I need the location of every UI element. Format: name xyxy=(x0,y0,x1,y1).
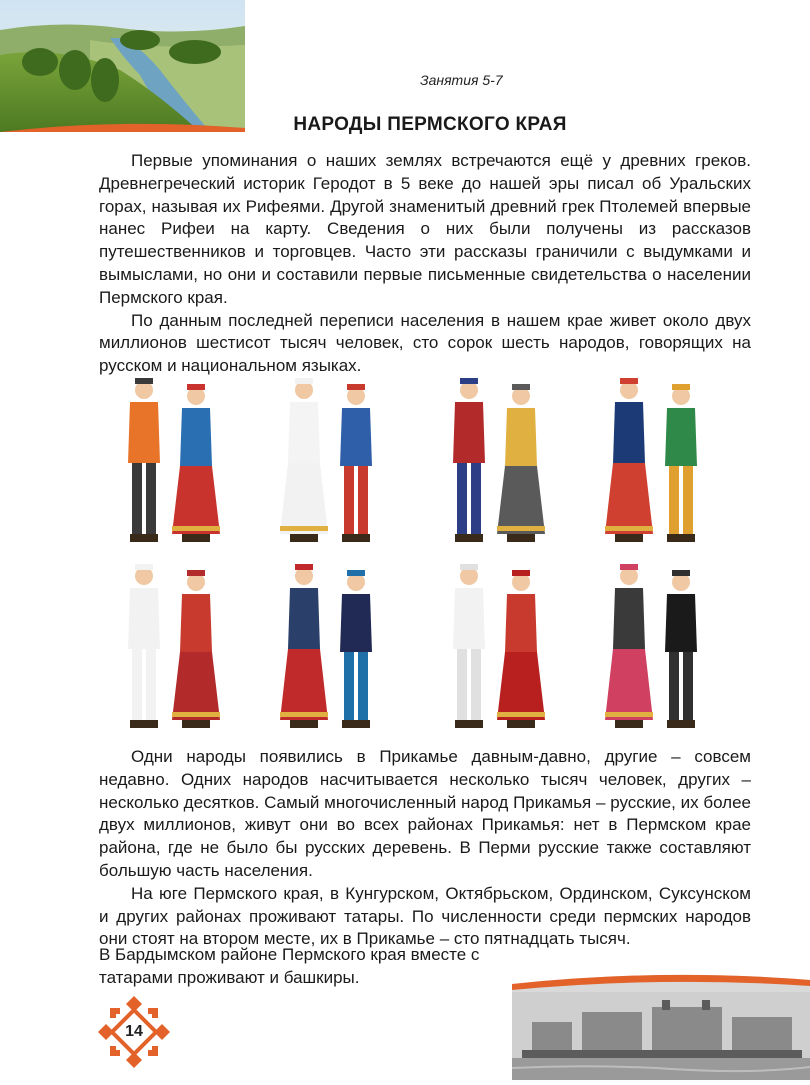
costume-pair-icon xyxy=(605,378,697,542)
costume-pair-icon xyxy=(280,564,372,728)
paragraph: Одни народы появились в Прикамье давным-давно, другие – совсем недавно. Одних народов насчитывается несколько тысяч человек, других – несколько десятков. Самый многочисленный народ Прикамья – русские, их более двух миллионов, живут они во всех районах Прикамья: нет в Пермском крае района, где не было бы русских деревень. В Перми русские также составляют большую часть населения. xyxy=(99,747,751,880)
landscape-photo xyxy=(0,0,245,132)
costume-figures xyxy=(100,368,760,740)
page-number: 14 xyxy=(125,1023,143,1040)
paragraph: Первые упоминания о наших землях встречаются ещё у древних греков. Древнегреческий историк Геродот в 5 веке до нашей эры писал об Уральских горах, называя их Рифеями. Другой знаменитый древний грек Птолемей впервые нанес Рифеи на карту. Сведения о них были получены из рассказов путешественников и торговцев. Часто эти рассказы граничили с выдумками и вымыслами, но они и составили первые письменные свидетельства о населении Пермского края. xyxy=(99,151,751,307)
paragraph: По данным последней переписи населения в нашем крае живет около двух миллионов шестисот тысяч человек, сто сорок шесть народов, говорящих на русском и национальном языках. xyxy=(99,310,751,376)
city-photo xyxy=(512,972,810,1080)
intro-text xyxy=(99,150,751,378)
paragraph: На юге Пермского края, в Кунгурском, Октябрьском, Ординском, Суксунском и других районах проживают татары. По численности среди пермских народов они стоят на втором месте, их в Прикамье – сто пятнадцать тысяч. xyxy=(99,883,751,949)
costume-pair-icon xyxy=(280,378,372,542)
last-paragraph xyxy=(99,944,519,990)
costume-pair-icon xyxy=(453,564,545,728)
page-title: НАРОДЫ ПЕРМСКОГО КРАЯ xyxy=(293,114,567,135)
costume-pair-icon xyxy=(128,378,220,542)
costume-pair-icon xyxy=(128,564,220,728)
body-text xyxy=(99,746,751,951)
lesson-label: Занятия 5-7 xyxy=(420,72,503,88)
costume-illustrations xyxy=(100,368,760,740)
last-line-1: В Бардымском районе Пермского края вместе с xyxy=(99,945,480,964)
costume-pair-icon xyxy=(605,564,697,728)
costume-pair-icon xyxy=(453,378,545,542)
last-line-2: татарами проживают и башкиры. xyxy=(99,967,360,987)
